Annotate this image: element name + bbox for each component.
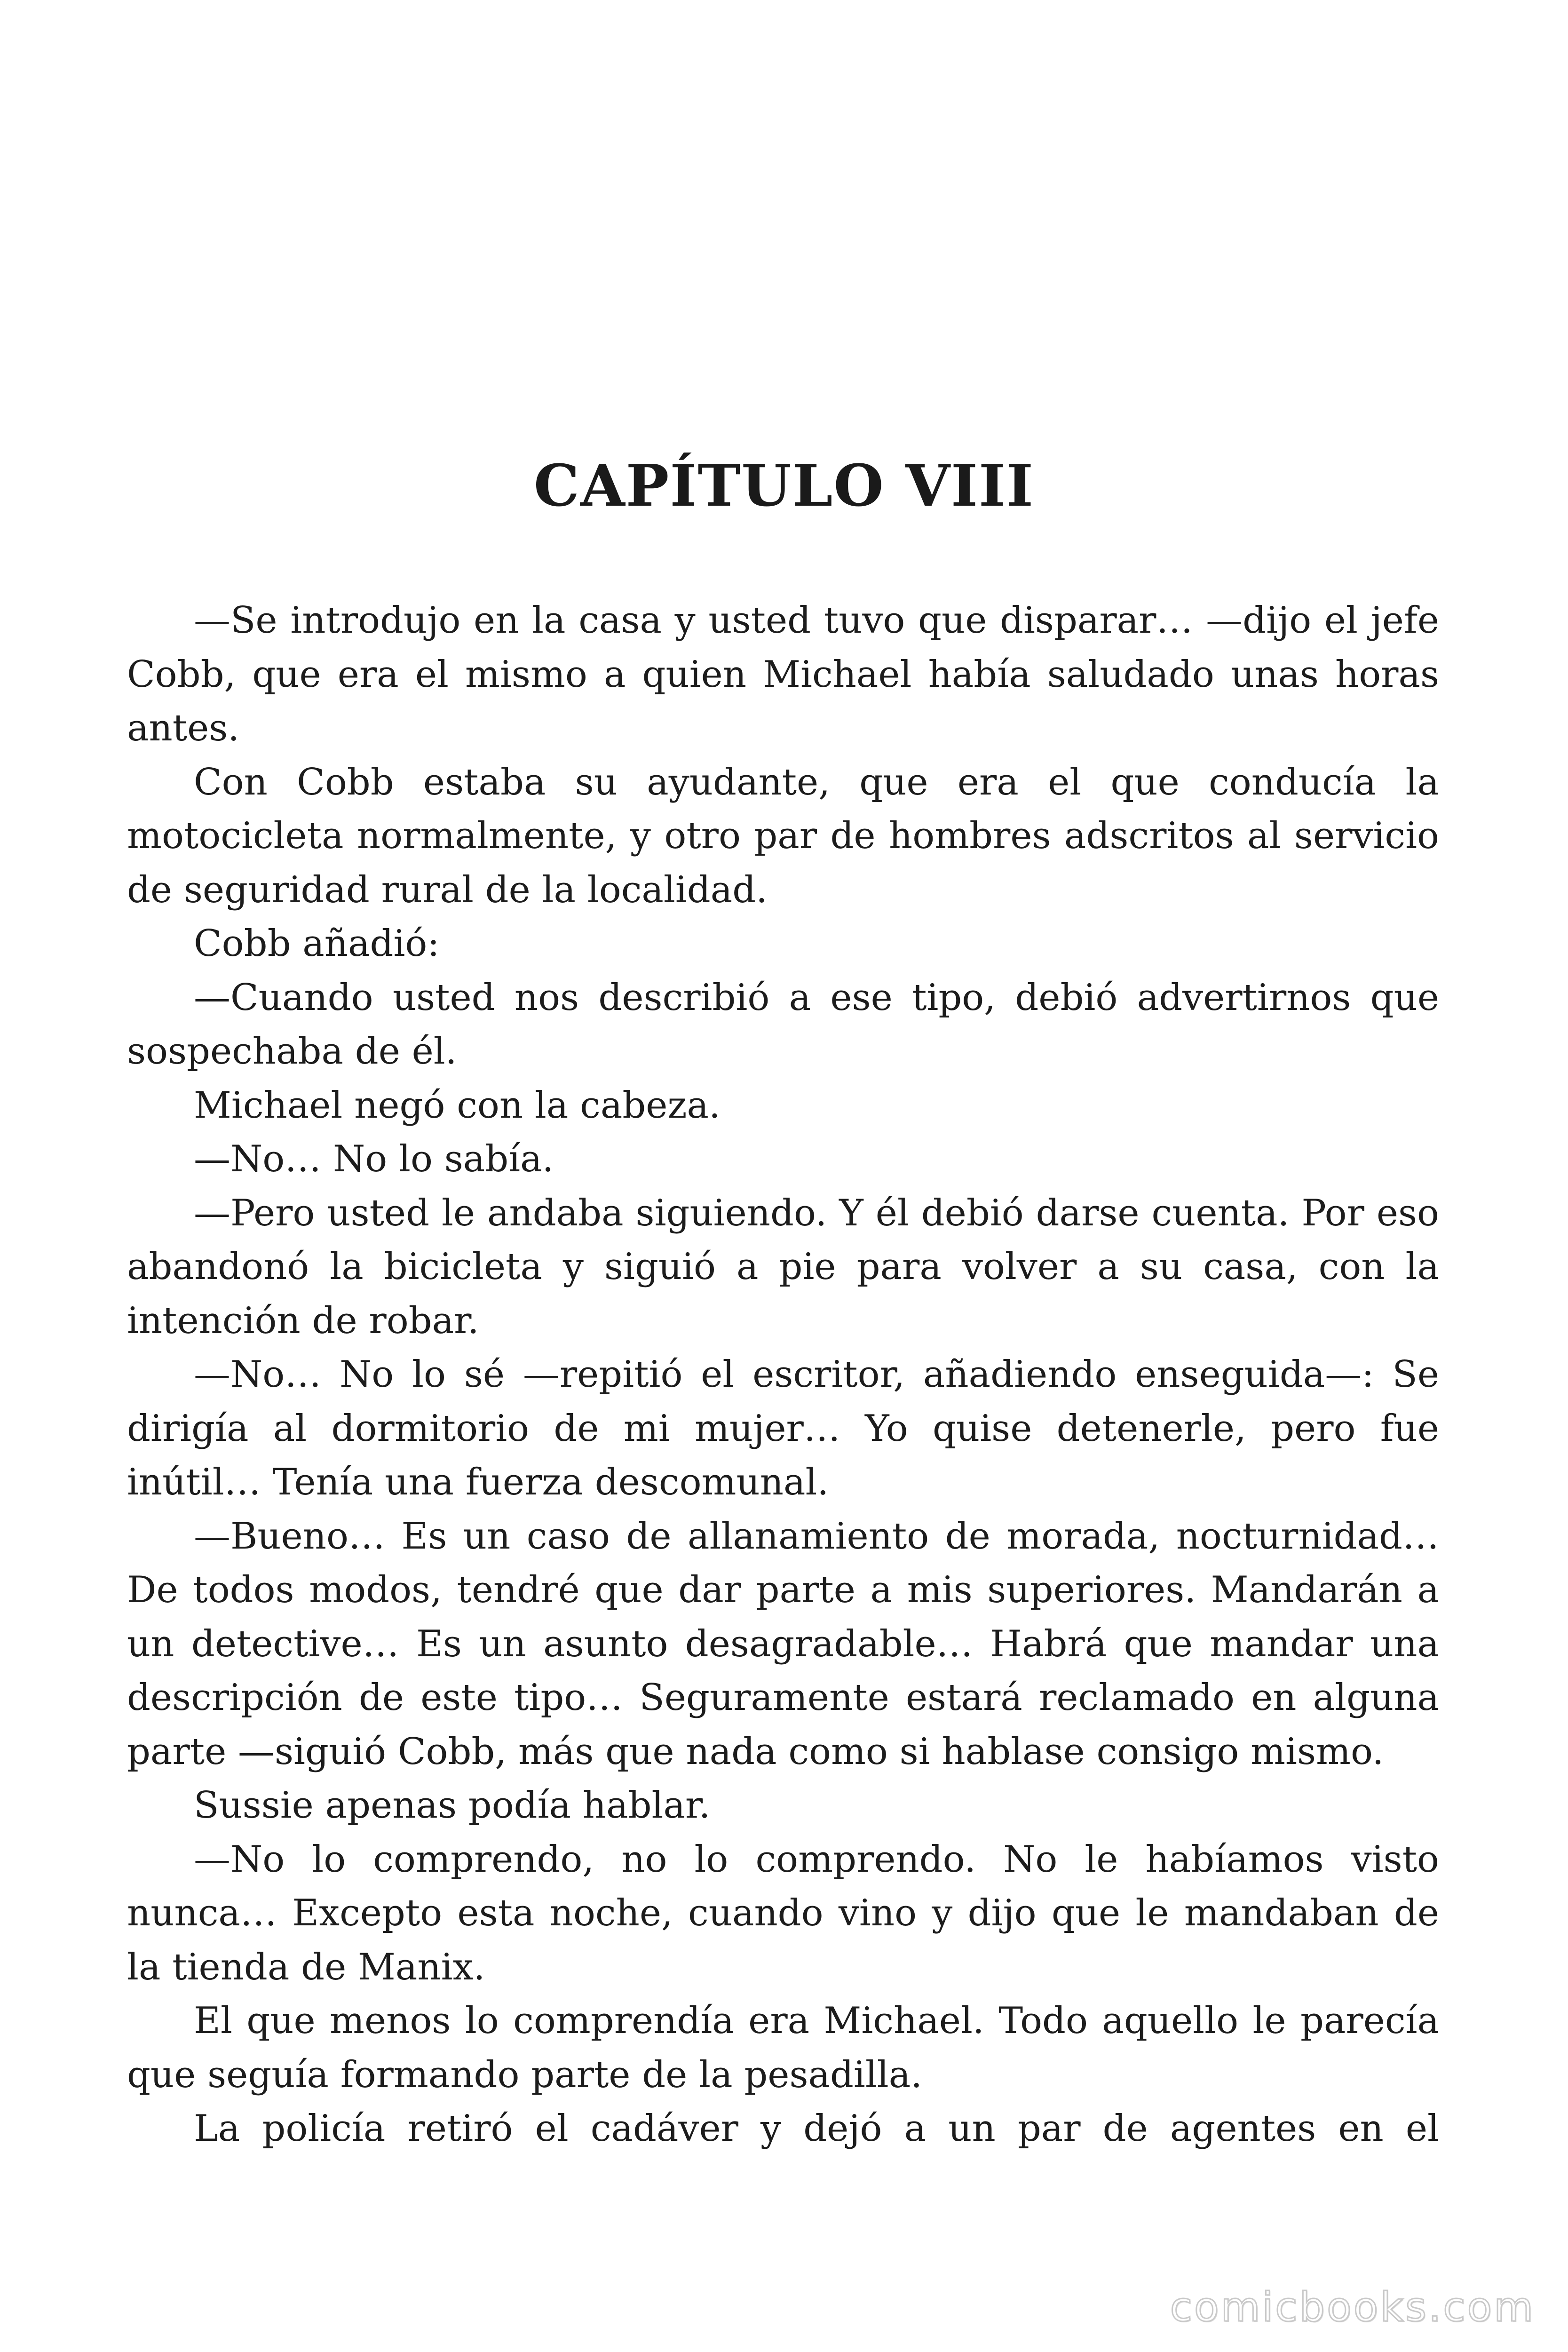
- paragraph: Michael negó con la cabeza.: [194, 1084, 721, 1127]
- paragraph: —Bueno… Es un caso de allanamiento de morada, nocturnidad… De todos modos, tendré que dar parte a mis superiores. Mandarán a un detective… Es un asunto desagradable… Habrá que mandar una descripción de este tipo… Seguramente estará reclamado en alguna parte —siguió Cobb, más que nada como si hablase consigo mismo.: [127, 1515, 1439, 1773]
- paragraph: —Se introdujo en la casa y usted tuvo que disparar… —dijo el jefe Cobb, que era el mismo a quien Michael había saludado unas horas antes.: [127, 599, 1439, 749]
- paragraph: Sussie apenas podía hablar.: [194, 1784, 711, 1827]
- paragraph: —No… No lo sabía.: [194, 1138, 554, 1180]
- paragraph-last: La policía retiró el cadáver y dejó a un par de agentes en el: [194, 2107, 1439, 2150]
- paragraph: Cobb añadió:: [194, 922, 440, 965]
- paragraph: Con Cobb estaba su ayudante, que era el que conducía la motocicleta normalmente, y otro par de hombres adscritos al servicio de seguridad rural de la localidad.: [127, 761, 1439, 911]
- paragraph: El que menos lo comprendía era Michael. Todo aquello le parecía que seguía formando parte de la pesadilla.: [127, 2000, 1439, 2096]
- watermark: comicbooks.com: [1170, 2284, 1535, 2331]
- paragraph: —Pero usted le andaba siguiendo. Y él debió darse cuenta. Por eso abandonó la bicicleta y siguió a pie para volver a su casa, con la intención de robar.: [127, 1192, 1439, 1342]
- paragraph: —No lo comprendo, no lo comprendo. No le habíamos visto nunca… Excepto esta noche, cuando vino y dijo que le mandaban de la tienda de Manix.: [127, 1838, 1439, 1988]
- body-text: [127, 594, 1439, 2156]
- chapter-title: CAPÍTULO VIII: [533, 452, 1035, 519]
- paragraph: —Cuando usted nos describió a ese tipo, debió advertirnos que sospechaba de él.: [127, 976, 1439, 1073]
- paragraph: —No… No lo sé —repitió el escritor, añadiendo enseguida—: Se dirigía al dormitorio de mi mujer… Yo quise detenerle, pero fue inútil… Tenía una fuerza descomunal.: [127, 1353, 1439, 1503]
